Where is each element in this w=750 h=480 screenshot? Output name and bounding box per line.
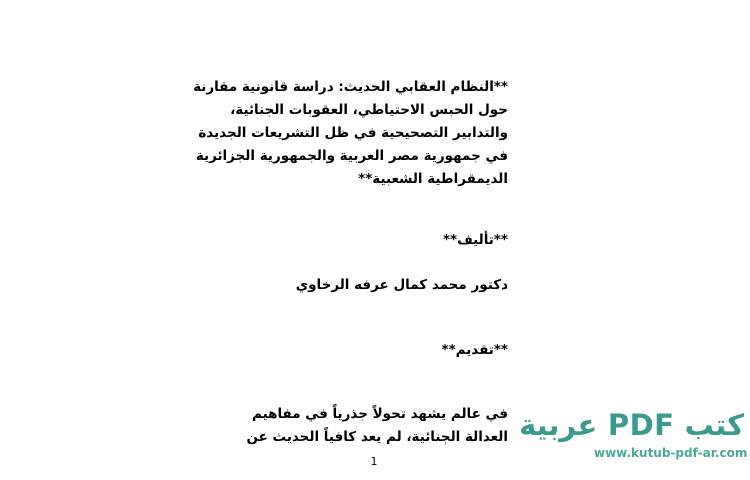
watermark-logo: كتب PDF عربية bbox=[519, 408, 744, 442]
watermark bbox=[519, 405, 748, 461]
title-line: الديمقراطية الشعبية** bbox=[358, 171, 508, 187]
intro-heading bbox=[178, 339, 508, 362]
intro-paragraph bbox=[178, 403, 508, 449]
page-number: 1 bbox=[370, 455, 378, 468]
title-line: حول الحبس الاحتياطي، العقوبات الجنائية، bbox=[230, 102, 508, 118]
title-line: **النظام العقابي الحديث: دراسة قانونية مقارنة bbox=[193, 79, 508, 95]
title-line: والتدابير التصحيحية في ظل التشريعات الجديدة bbox=[198, 125, 508, 141]
author-name bbox=[178, 274, 508, 297]
title-line: في جمهورية مصر العربية والجمهورية الجزائرية bbox=[195, 148, 508, 164]
author-heading bbox=[178, 229, 508, 252]
intro-heading-text: **تقديم** bbox=[441, 342, 508, 358]
intro-line: في عالم يشهد تحولاً جذرياً في مفاهيم bbox=[251, 406, 508, 422]
watermark-url: www.kutub-pdf-ar.com bbox=[594, 446, 748, 460]
book-title bbox=[178, 76, 508, 191]
intro-line: العدالة الجنائية، لم يعد كافياً الحديث عن bbox=[246, 429, 508, 445]
author-name-text: دكتور محمد كمال عرفه الرخاوي bbox=[295, 277, 508, 293]
author-heading-text: **تأليف** bbox=[442, 232, 508, 248]
